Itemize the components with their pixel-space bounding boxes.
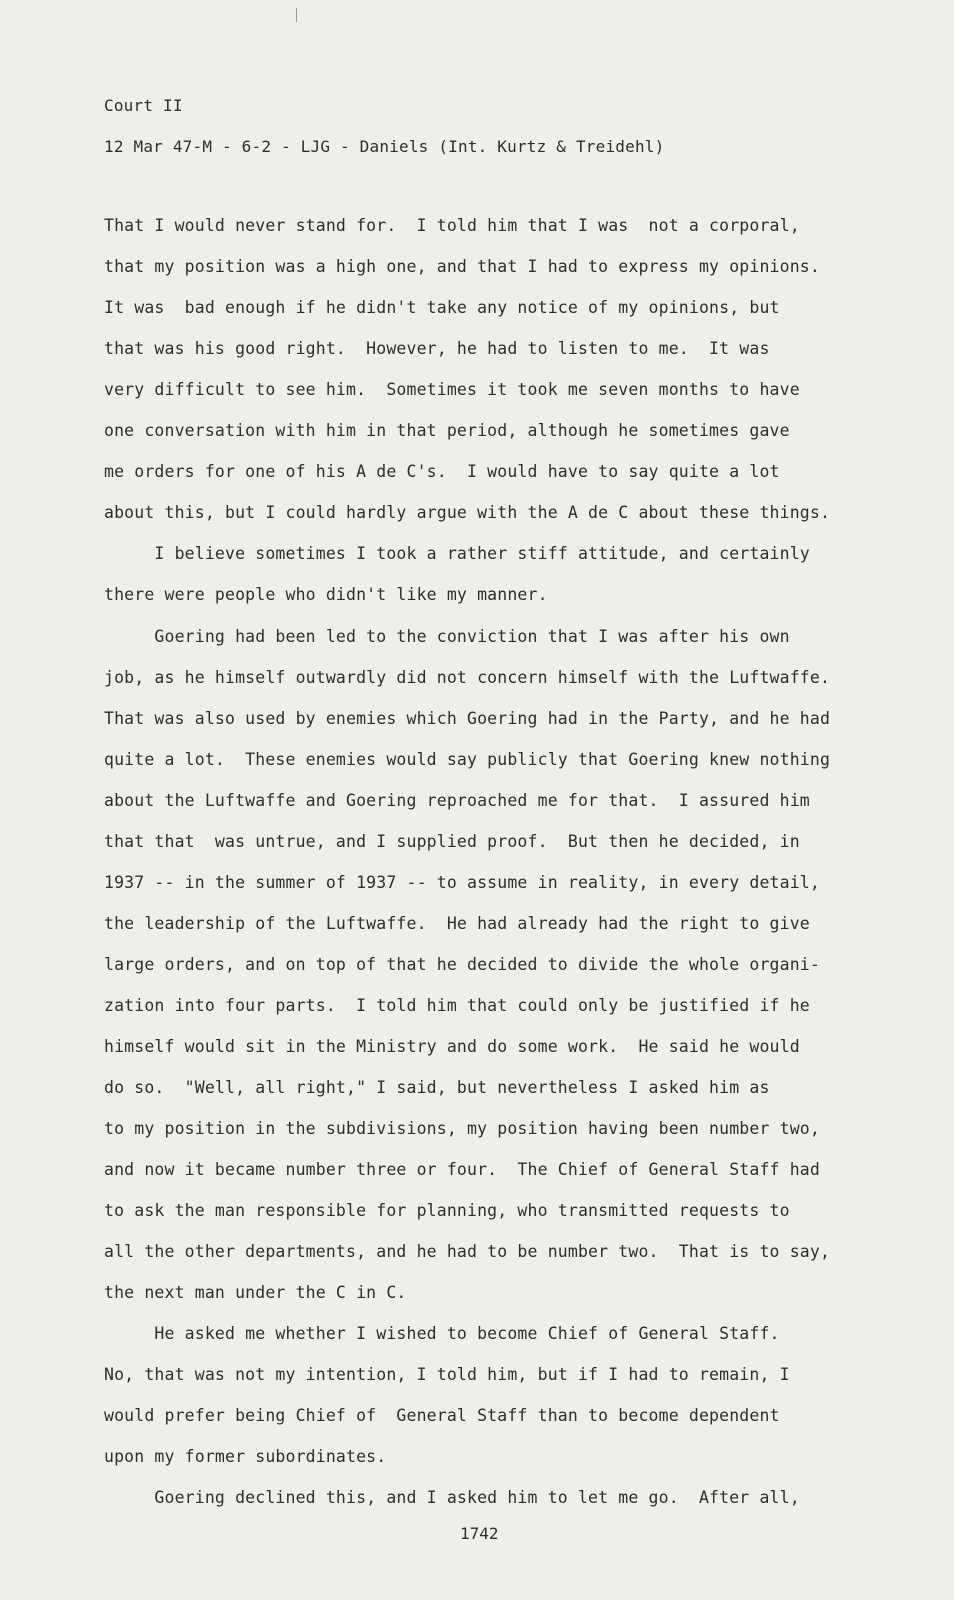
transcript-line: the leadership of the Luftwaffe. He had already had the right to give — [104, 914, 810, 933]
transcript-line: to ask the man responsible for planning, who transmitted requests to — [104, 1201, 790, 1220]
transcript-line: Goering had been led to the conviction that I was after his own — [104, 627, 790, 646]
session-reference: 12 Mar 47-M - 6-2 - LJG - Daniels (Int. Kurtz & Treidehl) — [104, 137, 665, 156]
transcript-line: to my position in the subdivisions, my position having been number two, — [104, 1119, 820, 1138]
transcript-line: job, as he himself outwardly did not concern himself with the Luftwaffe. — [104, 668, 831, 687]
transcript-line: very difficult to see him. Sometimes it took me seven months to have — [104, 380, 800, 399]
transcript-line: That I would never stand for. I told him that I was not a corporal, — [104, 216, 800, 235]
transcript-line: do so. "Well, all right," I said, but nevertheless I asked him as — [104, 1078, 770, 1097]
transcript-line: large orders, and on top of that he decided to divide the whole organi- — [104, 955, 820, 974]
transcript-line: about this, but I could hardly argue with the A de C about these things. — [104, 503, 831, 522]
transcript-line: one conversation with him in that period, although he sometimes gave — [104, 421, 790, 440]
court-heading: Court II — [104, 96, 183, 115]
transcript-line: That was also used by enemies which Goering had in the Party, and he had — [104, 709, 831, 728]
transcript-line: Goering declined this, and I asked him to let me go. After all, — [104, 1488, 800, 1507]
transcript-line: zation into four parts. I told him that could only be justified if he — [104, 996, 810, 1015]
page-number: 1742 — [460, 1524, 499, 1543]
transcript-line: It was bad enough if he didn't take any notice of my opinions, but — [104, 298, 780, 317]
scan-mark — [296, 8, 297, 22]
transcript-line: about the Luftwaffe and Goering reproached me for that. I assured him — [104, 791, 810, 810]
transcript-line: the next man under the C in C. — [104, 1283, 407, 1302]
transcript-line: that my position was a high one, and that I had to express my opinions. — [104, 257, 820, 276]
transcript-line: that was his good right. However, he had to listen to me. It was — [104, 339, 770, 358]
transcript-line: No, that was not my intention, I told him, but if I had to remain, I — [104, 1365, 790, 1384]
transcript-line: that that was untrue, and I supplied proof. But then he decided, in — [104, 832, 800, 851]
transcript-line: quite a lot. These enemies would say publicly that Goering knew nothing — [104, 750, 831, 769]
transcript-line: himself would sit in the Ministry and do some work. He said he would — [104, 1037, 800, 1056]
transcript-line: and now it became number three or four. The Chief of General Staff had — [104, 1160, 820, 1179]
transcript-line: me orders for one of his A de C's. I would have to say quite a lot — [104, 462, 780, 481]
transcript-line: there were people who didn't like my manner. — [104, 585, 548, 604]
transcript-line: would prefer being Chief of General Staff than to become dependent — [104, 1406, 780, 1425]
transcript-line: He asked me whether I wished to become Chief of General Staff. — [104, 1324, 780, 1343]
transcript-line: all the other departments, and he had to be number two. That is to say, — [104, 1242, 831, 1261]
transcript-line: I believe sometimes I took a rather stiff attitude, and certainly — [104, 544, 810, 563]
transcript-line: upon my former subordinates. — [104, 1447, 387, 1466]
transcript-line: 1937 -- in the summer of 1937 -- to assume in reality, in every detail, — [104, 873, 820, 892]
